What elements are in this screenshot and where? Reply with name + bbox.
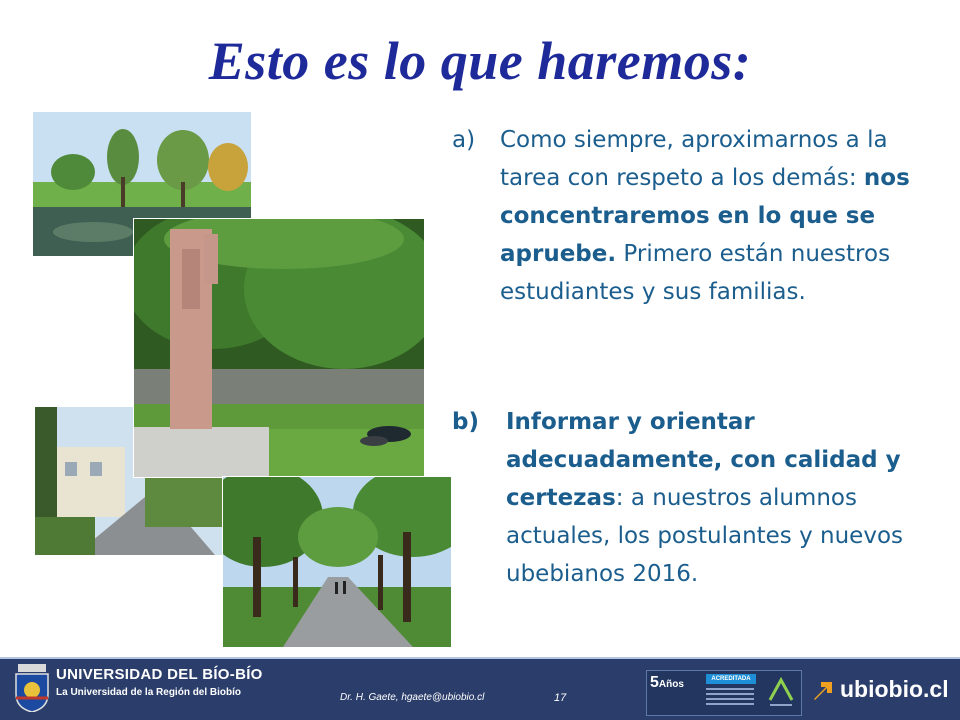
university-shield-icon [14, 664, 50, 712]
bullet-b-text-2: : a nuestros alumnos actuales, los postulantes y nuevos ubebianos 2016. [506, 485, 903, 587]
cna-logo-icon [766, 672, 796, 712]
brand-arrow-icon [812, 679, 834, 701]
page-number: 17 [554, 692, 567, 704]
author-credit: Dr. H. Gaete, hgaete@ubiobio.cl [340, 692, 485, 703]
bullet-a-text-1: Como siempre, aproximarnos a la tarea con respeto a los demás: [500, 127, 888, 191]
bullet-text-a [500, 121, 932, 311]
accreditation-years [650, 674, 684, 692]
accreditation-details [706, 688, 762, 710]
accreditation-years-number: 5 [650, 674, 659, 691]
tree-path-photo [222, 476, 452, 648]
accreditation-years-unit: Años [658, 679, 684, 690]
sculpture-park-photo [133, 218, 425, 478]
brand-url: ubiobio.cl [840, 676, 949, 702]
university-name: UNIVERSIDAD DEL BÍO-BÍO [56, 666, 263, 683]
footer-divider [0, 657, 960, 659]
bullet-marker-a: a) [452, 127, 476, 153]
bullet-a-emphasis: nos concentraremos en lo que se apruebe. [500, 165, 910, 267]
bullet-b-emphasis: Informar y orientar adecuadamente, con calidad y certezas [506, 409, 901, 511]
accreditation-label: ACREDITADA [706, 674, 756, 684]
university-tagline: La Universidad de la Región del Biobío [56, 687, 242, 698]
bullet-a-text-2: Primero están nuestros estudiantes y sus familias. [500, 241, 891, 305]
bullet-marker-b: b) [452, 409, 479, 435]
bullet-text-b [506, 403, 932, 593]
slide-title: Esto es lo que haremos: [208, 31, 752, 91]
